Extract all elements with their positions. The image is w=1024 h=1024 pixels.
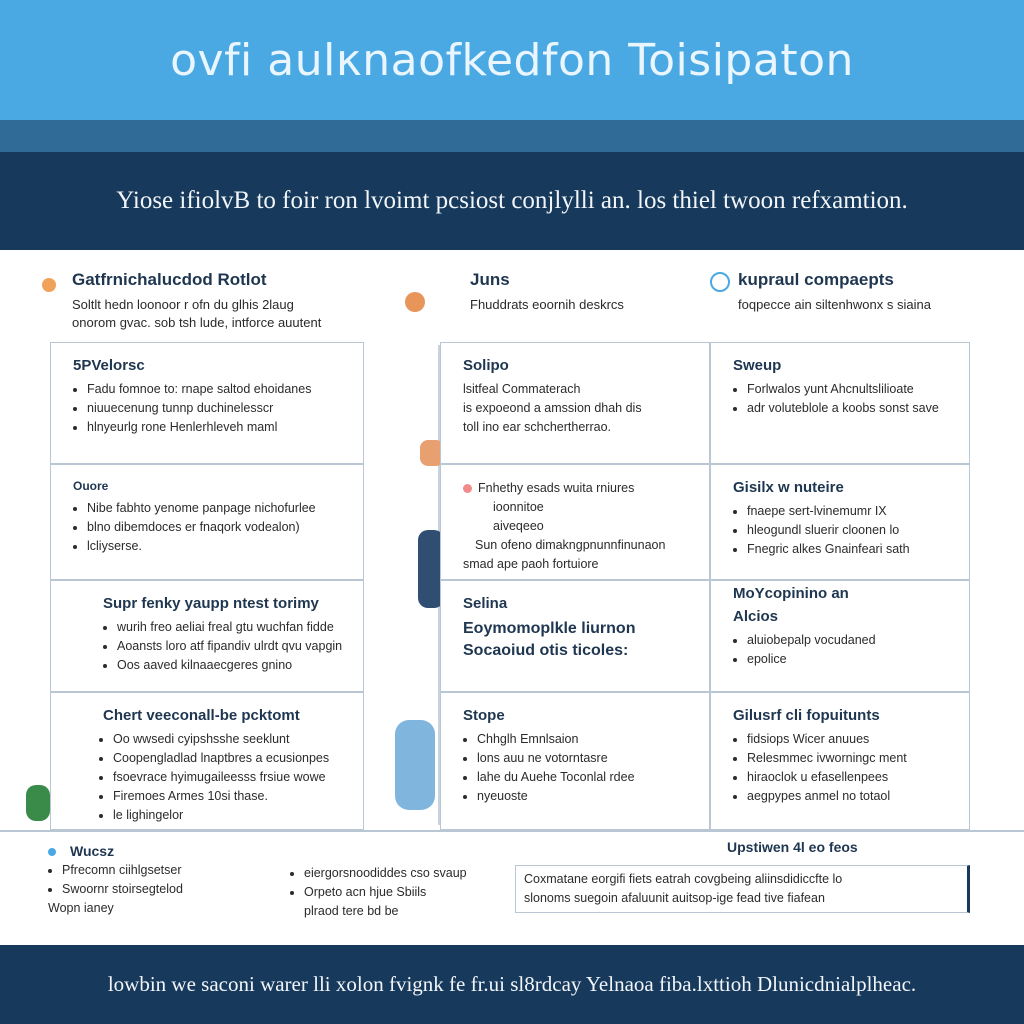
card-right-3: [710, 580, 970, 692]
clock-icon: [710, 272, 730, 292]
list-item: • Oo wwsedi cyipshsshe seeklunt: [113, 730, 351, 749]
card-left-4: [50, 692, 364, 830]
list-item: • hlnyeurlg rone Henlerhleveh maml: [87, 418, 351, 437]
foot-box: [515, 865, 970, 913]
list-item: • lcliyserse.: [87, 537, 351, 556]
lamp-icon: [42, 278, 56, 292]
list-item: • hiraoclok u efasellenpees: [747, 768, 957, 787]
column-desc-line: Soltlt hedn loonoor r ofn du glhis 2laug: [72, 297, 294, 312]
list-item: Wopn ianey: [48, 901, 114, 915]
card-left-3: [50, 580, 364, 692]
list-item: • epolice: [747, 650, 957, 669]
card-title: Chert veeconall-be pcktomt: [103, 707, 300, 724]
list-item: • fsoevrace hyimugaileesss frsiue wowe: [113, 768, 351, 787]
list-item: • aegpypes anmel no totaol: [747, 787, 957, 806]
list-item: • Coopengladlad lnaptbres a ecusionpes: [113, 749, 351, 768]
card-title: Gisilx w nuteire: [733, 479, 844, 496]
card-title: Supr fenky yaupp ntest torimy: [103, 595, 319, 612]
column-head-right: [738, 270, 998, 314]
list-item: plraod tere bd be: [304, 904, 399, 918]
list-item: • Forlwalos yunt Ahcnultslilioate: [747, 380, 957, 399]
card-line: smad ape paoh fortuiore: [463, 557, 599, 571]
list-item: • lahe du Auehe Toconlal rdee: [477, 768, 697, 787]
bottom-banner: [0, 945, 1024, 1024]
column-desc-line: Fhuddrats eoornih deskrcs: [470, 297, 624, 312]
card-subtitle: Alcios: [733, 608, 779, 625]
card-mid-4: [440, 692, 710, 830]
card-mid-3: [440, 580, 710, 692]
list-item: • fnaepe sert-lvinemumr IX: [747, 502, 957, 521]
list-item: • Pfrecomn ciihlgsetser: [62, 861, 268, 880]
person-icon: [405, 292, 425, 312]
list-item: • Relesmmec ivworningc ment: [747, 749, 957, 768]
card-mid-2: [440, 464, 710, 580]
page-title: ovfi aulκnaofkedfon Toisipaton: [170, 34, 854, 86]
card-big-line: Socaoiud otis ticoles:: [463, 642, 629, 659]
list-item: • Fadu fomnoe to: rnape saltod ehoidanes: [87, 380, 351, 399]
subtitle: Yiose ifiolvB to foir ron lvoimt pcsiost conjlylli an. los thiel twoon refxamtion.: [116, 187, 908, 214]
list-item: • aluiobepalp vocudaned: [747, 631, 957, 650]
list-item: • Swoornr stoirsegtelod: [62, 880, 268, 899]
header-band: [0, 120, 1024, 152]
column-desc-line: onorom gvac. sob tsh lude, intforce auutent: [72, 315, 322, 330]
dot-icon: [463, 484, 472, 493]
card-title: 5PVelorsc: [73, 357, 145, 374]
column-title: kupraul compaepts: [738, 270, 894, 289]
list-item: • Oos aaved kilnaaecgeres gnino: [117, 656, 351, 675]
card-line: toll ino ear schchertherrao.: [463, 420, 611, 434]
section-divider: [0, 830, 1024, 832]
column-title: Gatfrnichalucdod Rotlot: [72, 270, 267, 289]
list-item: • niuuecenung tunnp duchinelesscr: [87, 399, 351, 418]
foot-title: Wucsz: [70, 843, 115, 859]
column-head-mid: [470, 270, 690, 314]
list-item: • nyeuoste: [477, 787, 697, 806]
card-line: ioonnitoe: [493, 500, 544, 514]
top-banner: [0, 0, 1024, 120]
card-line: aiveqeeo: [493, 519, 544, 533]
list-item: • blno dibemdoces er fnaqork vodealon): [87, 518, 351, 537]
plant-icon: [26, 785, 50, 821]
list-item: • lons auu ne votorntasre: [477, 749, 697, 768]
list-item: • Orpeto acn hjue Sbiils: [304, 883, 510, 902]
list-item: • Chhglh Emnlsaion: [477, 730, 697, 749]
card-title: MoYcopinino an: [733, 585, 849, 602]
footer-text: lowbin we saconi warer lli xolon fvignk fe fr.ui sl8rdcay Yelnaoa fiba.lxttioh Dlunicdnialplheac.: [107, 972, 917, 996]
column-desc-line: foqpecce ain siltenhwonx s siaina: [738, 297, 931, 312]
foot-title: Upstiwen 4l eo feos: [727, 839, 858, 855]
card-big-line: Eoymomoplkle liurnon: [463, 620, 636, 637]
list-item: • Fnegric alkes Gnainfeari sath: [747, 540, 957, 559]
card-left-1: [50, 342, 364, 464]
column-head-left: [72, 270, 372, 332]
card-line: lsitfeal Commaterach: [463, 382, 581, 396]
dot-icon: [48, 848, 56, 856]
card-line: Sun ofeno dimakngpnunnfinunaon: [475, 538, 666, 552]
card-title: Ouore: [73, 479, 109, 493]
sub-banner: [0, 152, 1024, 250]
card-right-2: [710, 464, 970, 580]
foot-mid: [290, 864, 510, 924]
card-right-4: [710, 692, 970, 830]
card-line: slonoms suegoin afaluunit auitsop-ige fead tive fiafean: [524, 891, 825, 905]
foot-right: [515, 838, 970, 922]
list-item: • adr voluteblole a koobs sonst save: [747, 399, 957, 418]
card-title: Sweup: [733, 357, 782, 374]
person-icon: [395, 720, 435, 810]
card-title: Gilusrf cli fopuitunts: [733, 707, 880, 724]
foot-left: [48, 842, 268, 922]
card-line: is expoeond a amssion dhah dis: [463, 401, 642, 415]
card-left-2: [50, 464, 364, 580]
list-item: • Firemoes Armes 10si thase.: [113, 787, 351, 806]
list-item: • Nibe fabhto yenome panpage nichofurlee: [87, 499, 351, 518]
card-title: Selina: [463, 595, 508, 612]
card-title: Stope: [463, 707, 505, 724]
list-item: • Aoansts loro atf fipandiv ulrdt qvu vapgin: [117, 637, 351, 656]
card-right-1: [710, 342, 970, 464]
card-title: Fnhethy esads wuita rniures: [478, 481, 635, 495]
column-title: Juns: [470, 270, 510, 289]
list-item: • wurih freo aeliai freal gtu wuchfan fidde: [117, 618, 351, 637]
card-title: Solipo: [463, 357, 509, 374]
list-item: • eiergorsnoodiddes cso svaup: [304, 864, 510, 883]
list-item: • hleogundl sluerir cloonen lo: [747, 521, 957, 540]
list-item: • fidsiops Wicer anuues: [747, 730, 957, 749]
card-line: Coxmatane eorgifi fiets eatrah covgbeing aliinsdidiccfte lo: [524, 872, 843, 886]
list-item: • le lighingelor: [113, 806, 351, 825]
card-mid-1: [440, 342, 710, 464]
